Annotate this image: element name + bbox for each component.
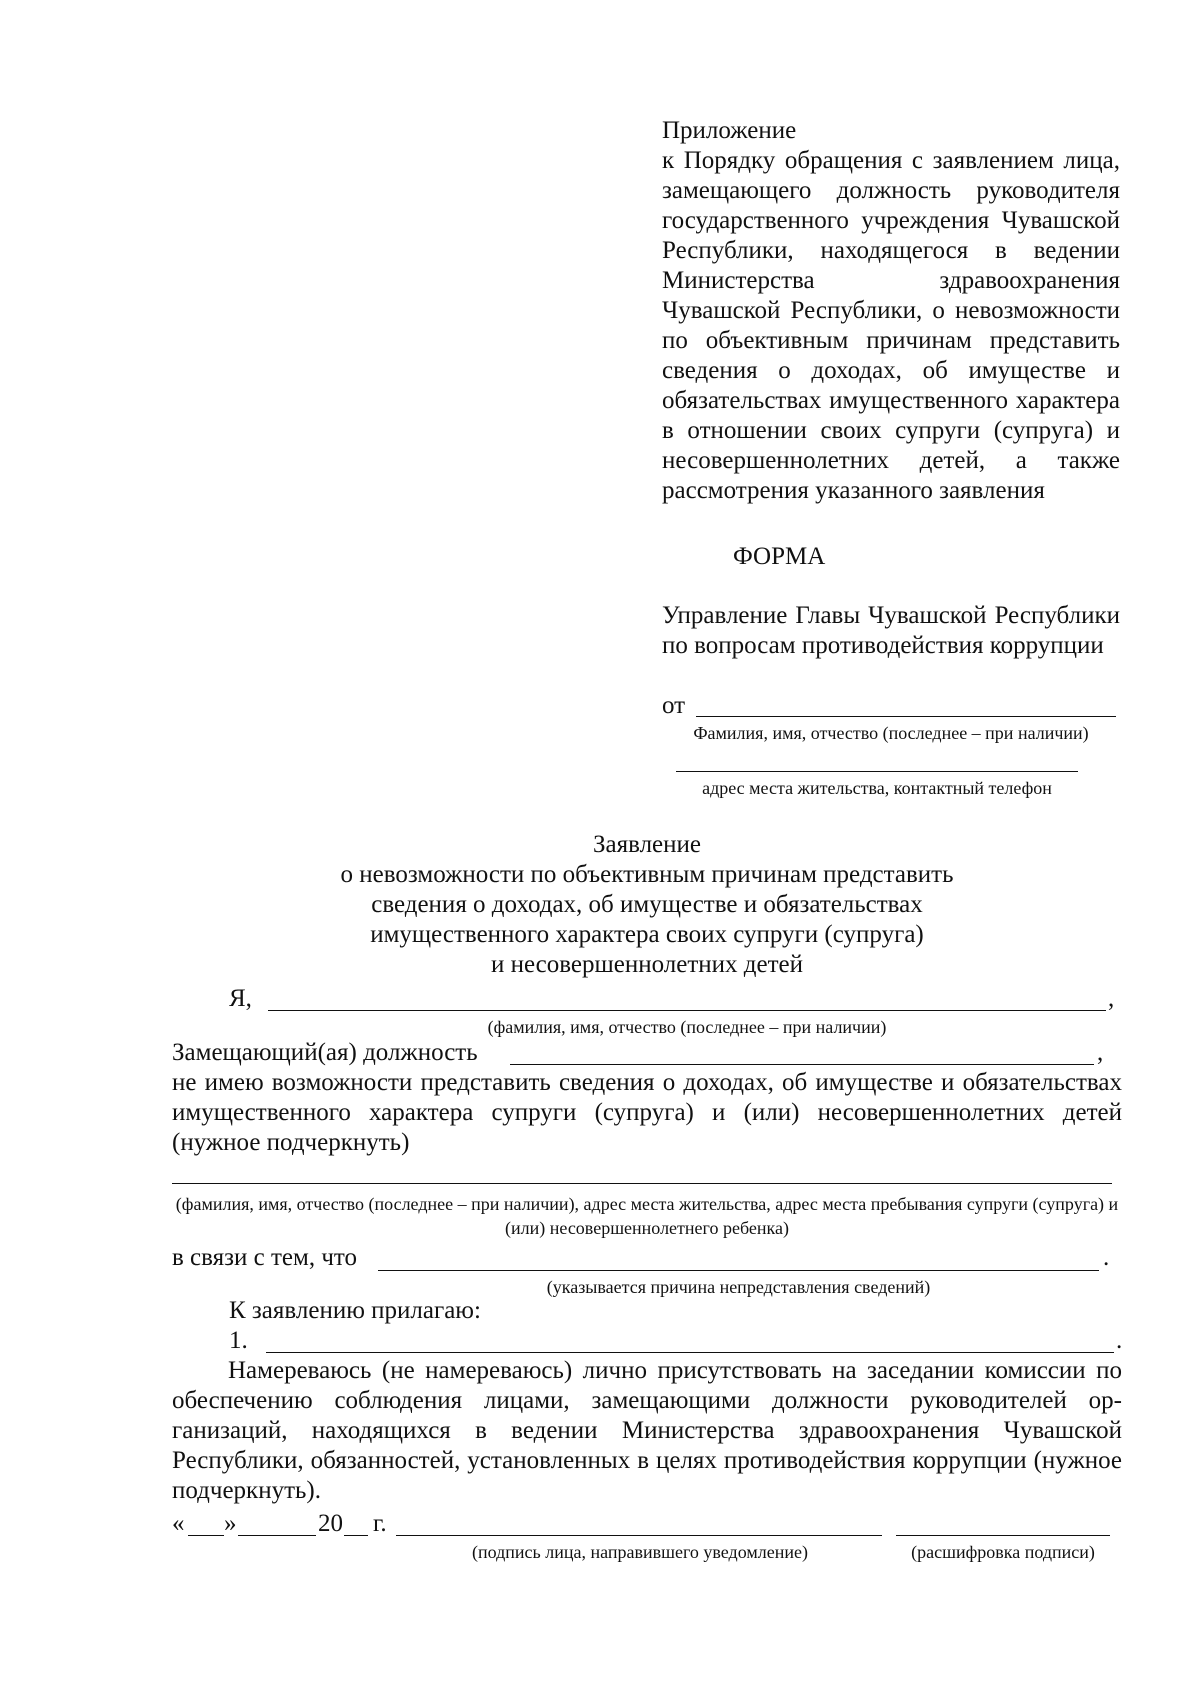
persons-caption: (фамилия, имя, отчество (последнее – при наличии), адрес места жительства, адрес места пребывания супруги (супруга) и (или) несовершеннолетнего ребенка) bbox=[175, 1194, 1119, 1238]
main-text: не имею возможности представить сведения о доходах, об имуществе и обязательствах имущественного характера супруги (супруга) и (или) несовершеннолетних детей (нужное подчеркнуть) bbox=[172, 1069, 1122, 1156]
statement-subtitle-line: имущественного характера своих супруги (супруга) bbox=[370, 921, 924, 948]
address-caption: адрес места жительства, контактный телефон bbox=[702, 778, 1052, 798]
day-line[interactable] bbox=[188, 1535, 224, 1536]
date-open-quote: « bbox=[172, 1510, 185, 1537]
attach-item-line[interactable] bbox=[266, 1352, 1114, 1353]
appendix-text: к Порядку обращения с заявлением лица, замещающего должность руководителя государственного учреждения Чувашской Республики, находящегося в ведении Министерства здравоохранения Чувашской Республики, о невозможности по объективным причинам представить сведения о доходах, об имуществе и обязательствах имущественного характера в отношении своих супруги (супруга) и несовершеннолетних детей, а также рассмотрения указанного заявления bbox=[662, 147, 1120, 504]
attach-item-end: . bbox=[1116, 1327, 1123, 1354]
appendix-block bbox=[662, 116, 1120, 506]
month-line[interactable] bbox=[238, 1535, 316, 1536]
statement-title: Заявление bbox=[592, 831, 702, 858]
attach-label: К заявлению прилагаю: bbox=[229, 1297, 481, 1324]
intent-text: Намереваюсь (не намереваюсь) лично присутствовать на заседании комиссии по обеспечению соблюдения лицами, замещающими должности руководителей организаций, находящихся в ведении Министерства здравоохранения Чувашской Республики, обязанностей, установленных в целях противодействия коррупции (нужное подчеркнуть). bbox=[172, 1357, 1122, 1504]
signature-line[interactable] bbox=[396, 1535, 882, 1536]
reason-line[interactable] bbox=[378, 1270, 1099, 1271]
from-line[interactable] bbox=[696, 716, 1116, 717]
appendix-heading: Приложение bbox=[662, 117, 797, 144]
signature-decode-caption: (расшифровка подписи) bbox=[911, 1542, 1095, 1562]
attach-item-number: 1. bbox=[229, 1327, 248, 1354]
statement-title-block bbox=[172, 830, 1122, 980]
signature-caption: (подпись лица, направившего уведомление) bbox=[472, 1542, 808, 1562]
recipient-text: Управление Главы Чувашской Республики по вопросам противодействия коррупции bbox=[662, 602, 1120, 659]
date-close-quote: » bbox=[224, 1510, 237, 1537]
form-label: ФОРМА bbox=[733, 543, 826, 570]
reason-label: в связи с тем, что bbox=[172, 1244, 357, 1271]
position-end: , bbox=[1097, 1039, 1104, 1066]
year-line[interactable] bbox=[344, 1535, 368, 1536]
year-prefix: 20 bbox=[318, 1510, 343, 1537]
year-suffix: г. bbox=[373, 1510, 387, 1537]
from-caption: Фамилия, имя, отчество (последнее – при наличии) bbox=[693, 723, 1089, 743]
statement-subtitle-line: о невозможности по объективным причинам представить bbox=[340, 861, 954, 888]
i-label: Я, bbox=[229, 985, 252, 1012]
reason-end: . bbox=[1103, 1244, 1110, 1271]
address-line[interactable] bbox=[676, 771, 1078, 772]
persons-line[interactable] bbox=[172, 1183, 1112, 1184]
statement-subtitle-line: и несовершеннолетних детей bbox=[490, 951, 804, 978]
position-line[interactable] bbox=[510, 1064, 1094, 1065]
position-label: Замещающий(ая) должность bbox=[172, 1039, 478, 1066]
fullname-line[interactable] bbox=[268, 1010, 1106, 1011]
from-label: от bbox=[662, 692, 686, 719]
i-end: , bbox=[1108, 985, 1115, 1012]
statement-subtitle-line: сведения о доходах, об имуществе и обязательствах bbox=[371, 891, 923, 918]
reason-caption: (указывается причина непредставления сведений) bbox=[546, 1277, 931, 1297]
fullname-caption: (фамилия, имя, отчество (последнее – при наличии) bbox=[487, 1017, 887, 1037]
signature-decode-line[interactable] bbox=[896, 1535, 1110, 1536]
